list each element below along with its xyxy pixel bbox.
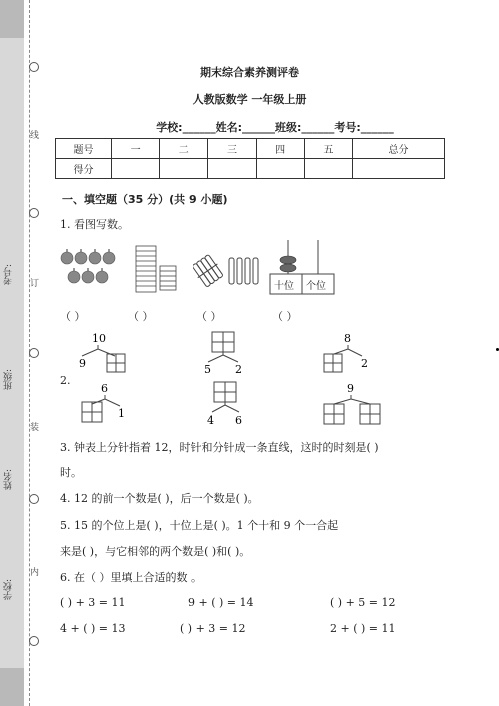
question-3-line-1: 3. 钟表上分针指着 12，时针和分针成一条直线，这时的时刻是( ) [60, 441, 379, 454]
score-input-cell[interactable] [304, 159, 352, 179]
binding-hole [29, 208, 39, 218]
margin-label-class: 班级: [4, 368, 14, 390]
bond-right-number: 1 [118, 407, 125, 420]
score-input-cell[interactable] [256, 159, 304, 179]
number-bond-5 [203, 380, 263, 430]
score-table-score-row [56, 159, 445, 179]
question-3-line-2: 时。 [60, 466, 82, 479]
bond-top-number: 10 [92, 332, 106, 345]
number-bond-1 [75, 330, 135, 375]
margin-mark-ding: 订 [30, 279, 40, 289]
margin-mark-zhuang: 装 [30, 423, 40, 433]
score-input-cell[interactable] [352, 159, 444, 179]
bond-top-number: 6 [101, 382, 108, 395]
score-table-header-row [56, 139, 445, 159]
equation-blank[interactable]: 9 + ( ) = 14 [188, 596, 254, 609]
score-cell: 三 [208, 139, 256, 159]
number-bond-6 [322, 380, 392, 428]
margin-label-exam-number: 考号: [4, 263, 14, 285]
cubes-picture [134, 244, 180, 294]
section-heading: 一、填空题（35 分）(共 9 小题) [62, 193, 228, 206]
sticks-picture [193, 252, 263, 288]
student-info-line: 学校:______姓名:______班级:______考号:______ [156, 121, 394, 134]
equation-blank[interactable]: ( ) + 3 = 11 [60, 596, 126, 609]
question-5-line-1: 5. 15 的个位上是( )，十位上是( )。1 个十和 9 个一合起 [60, 519, 339, 532]
score-input-cell[interactable] [112, 159, 160, 179]
score-cell: 五 [304, 139, 352, 159]
score-cell: 二 [160, 139, 208, 159]
question-1-label: 1. 看图写数。 [60, 218, 129, 231]
answer-blank-cubes[interactable]: （ ） [128, 310, 154, 323]
score-cell: 得分 [56, 159, 112, 179]
score-cell: 题号 [56, 139, 112, 159]
margin-mark-nei: 内 [30, 568, 40, 578]
number-bond-4 [80, 380, 140, 425]
score-cell: 一 [112, 139, 160, 159]
binding-hole [29, 636, 39, 646]
binding-strip-cap-top [0, 0, 24, 38]
bond-right-number: 2 [235, 363, 242, 375]
question-2-label: 2. [60, 374, 71, 387]
score-cell: 总分 [352, 139, 444, 159]
bond-top-number: 9 [347, 382, 354, 395]
margin-label-school: 学校: [4, 578, 14, 600]
question-4: 4. 12 的前一个数是( )，后一个数是( )。 [60, 492, 259, 505]
number-bond-3 [322, 330, 382, 375]
question-5-line-2: 来是( )，与它相邻的两个数是( )和( )。 [60, 545, 251, 558]
answer-blank-sticks[interactable]: （ ） [196, 310, 222, 323]
bond-left-number: 9 [79, 357, 86, 370]
bond-top-number: 8 [344, 332, 351, 345]
equation-blank[interactable]: ( ) + 3 = 12 [180, 622, 246, 635]
page-title: 期末综合素养测评卷 [200, 66, 299, 79]
bond-right-number: 6 [235, 414, 242, 427]
answer-blank-apples[interactable]: （ ） [60, 310, 86, 323]
score-input-cell[interactable] [160, 159, 208, 179]
equation-blank[interactable]: 2 + ( ) = 11 [330, 622, 396, 635]
binding-hole [29, 348, 39, 358]
margin-mark-xian: 线 [30, 131, 40, 141]
number-bond-2 [200, 330, 260, 375]
score-table [55, 138, 445, 179]
score-input-cell[interactable] [208, 159, 256, 179]
answer-blank-abacus[interactable]: （ ） [272, 310, 298, 323]
abacus-label-ones: 个位 [306, 281, 326, 292]
margin-label-name: 姓名: [4, 468, 14, 490]
bond-left-number: 5 [204, 363, 211, 375]
equation-blank[interactable]: 4 + ( ) = 13 [60, 622, 126, 635]
apples-picture [58, 244, 128, 290]
binding-hole [29, 494, 39, 504]
bond-left-number: 4 [207, 414, 214, 427]
abacus-picture [268, 238, 338, 298]
binding-strip-cap-bottom [0, 668, 24, 706]
question-6-label: 6. 在（ ）里填上合适的数 。 [60, 571, 202, 584]
bond-right-number: 2 [361, 357, 368, 370]
abacus-label-tens: 十位 [274, 281, 294, 292]
page-subtitle: 人教版数学 一年级上册 [192, 93, 307, 106]
score-cell: 四 [256, 139, 304, 159]
equation-blank[interactable]: ( ) + 5 = 12 [330, 596, 396, 609]
